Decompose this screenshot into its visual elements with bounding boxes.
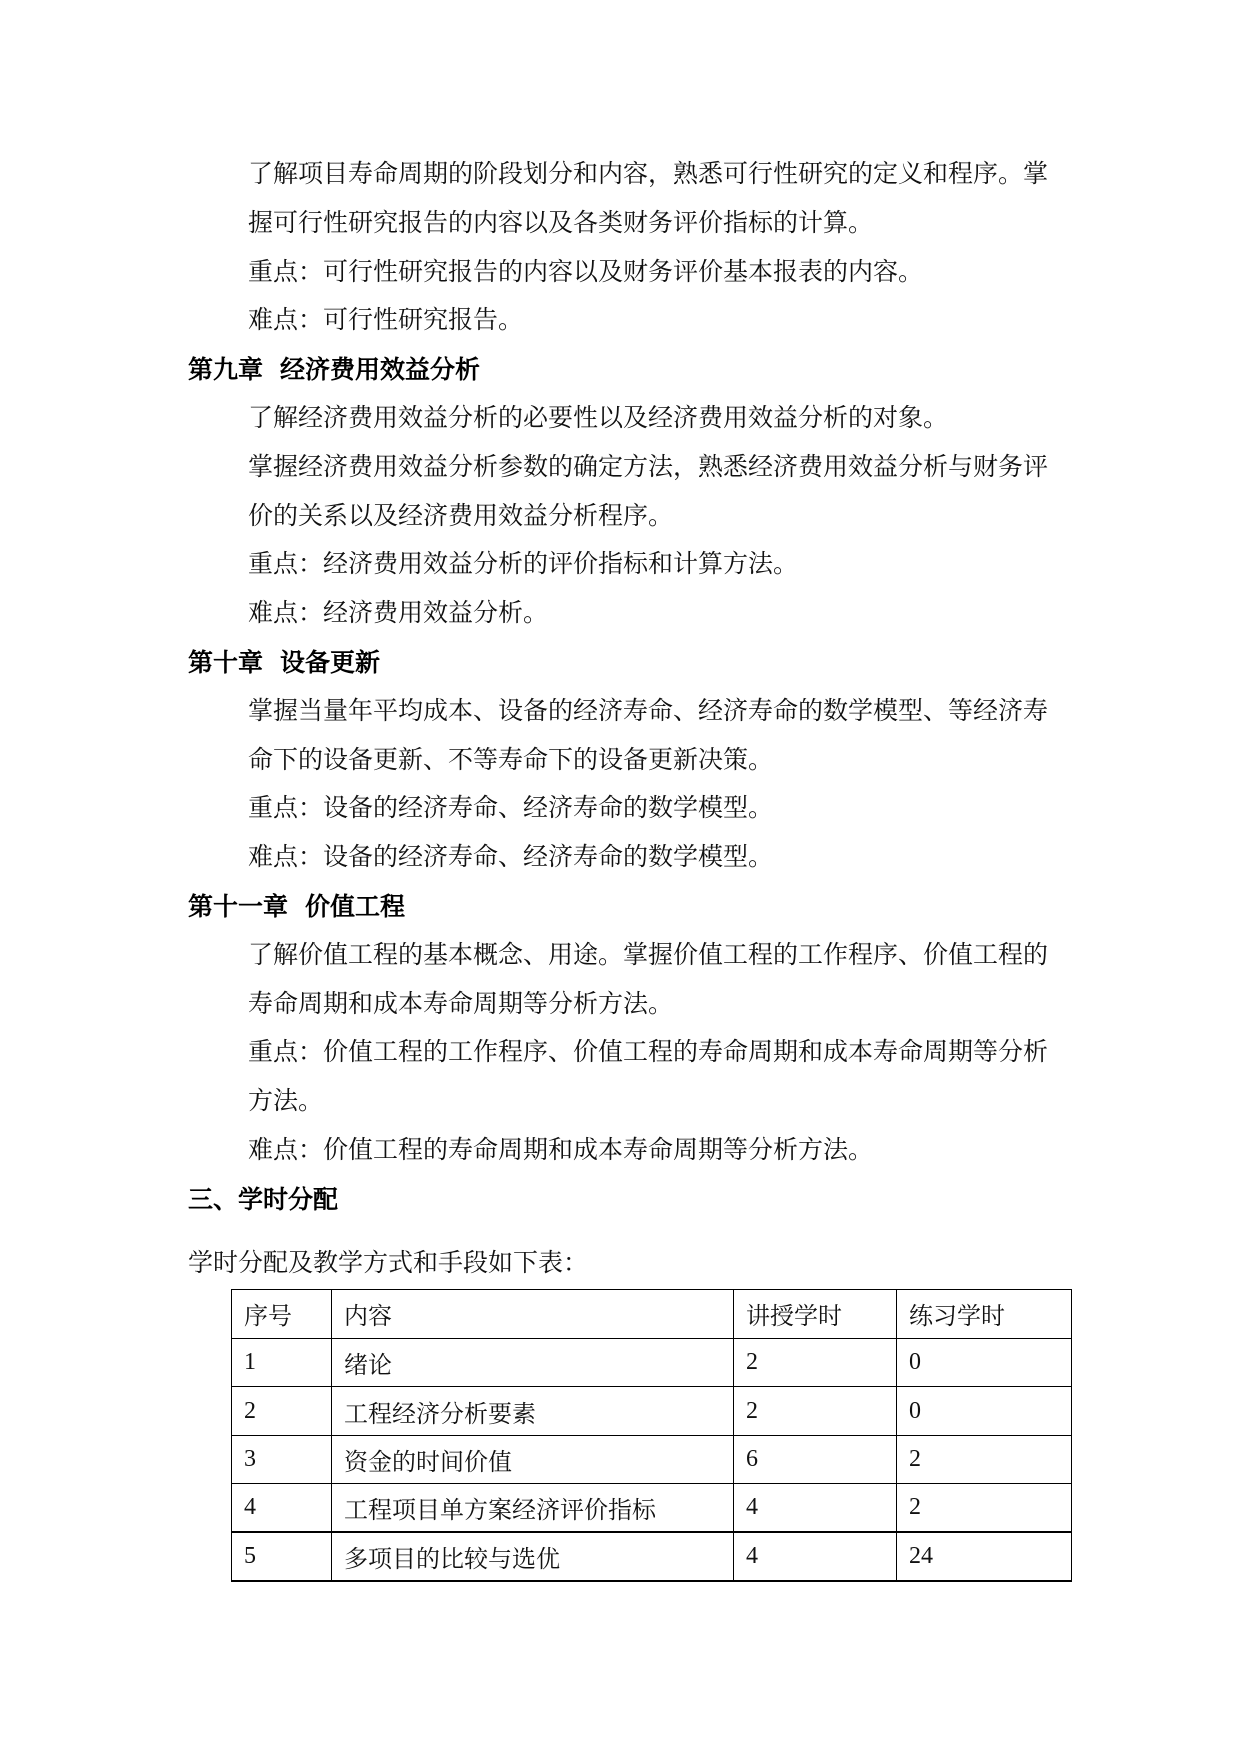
table-cell: 1	[232, 1338, 332, 1387]
text-line: 掌握当量年平均成本、设备的经济寿命、经济寿命的数学模型、等经济寿	[248, 697, 1049, 725]
header-cell-practice-hours: 练习学时	[897, 1290, 1072, 1339]
text-line: 重点：设备的经济寿命、经济寿命的数学模型。	[248, 795, 774, 823]
paragraph	[0, 151, 1241, 249]
table-row	[232, 1435, 1072, 1484]
text-line: 价的关系以及经济费用效益分析程序。	[248, 502, 674, 530]
table-cell: 3	[232, 1435, 332, 1484]
table-row	[232, 1532, 1072, 1581]
table-row	[232, 1387, 1072, 1436]
difficulty-paragraph	[0, 297, 1241, 346]
table-header-row	[232, 1290, 1072, 1339]
page-content	[0, 151, 1241, 1582]
text-line: 方法。	[248, 1088, 324, 1116]
table-cell: 4	[734, 1532, 897, 1581]
table-cell: 24	[897, 1532, 1072, 1581]
text-line: 难点：可行性研究报告。	[248, 307, 524, 335]
paragraph	[0, 444, 1241, 542]
difficulty-paragraph	[0, 590, 1241, 639]
table-cell: 0	[897, 1387, 1072, 1436]
key-point-paragraph	[0, 249, 1241, 298]
table-cell: 工程项目单方案经济评价指标	[332, 1484, 734, 1533]
table-cell: 工程经济分析要素	[332, 1387, 734, 1436]
table-intro-text: 学时分配及教学方式和手段如下表：	[188, 1250, 589, 1278]
table-cell: 2	[897, 1435, 1072, 1484]
table-cell: 2	[897, 1484, 1072, 1533]
chapter-heading: 第十一章 价值工程	[188, 892, 405, 921]
text-line: 重点：可行性研究报告的内容以及财务评价基本报表的内容。	[248, 258, 924, 286]
chapter-9	[0, 346, 1241, 639]
text-line: 了解项目寿命周期的阶段划分和内容，熟悉可行性研究的定义和程序。掌	[248, 161, 1049, 188]
paragraph	[0, 688, 1241, 786]
difficulty-paragraph	[0, 1127, 1241, 1176]
text-line: 寿命周期和成本寿命周期等分析方法。	[248, 990, 674, 1018]
table-cell: 2	[232, 1387, 332, 1436]
table-cell: 多项目的比较与选优	[332, 1532, 734, 1581]
table-cell: 6	[734, 1435, 897, 1484]
table-cell: 2	[734, 1387, 897, 1436]
text-line: 命下的设备更新、不等寿命下的设备更新决策。	[248, 746, 774, 774]
table-cell: 资金的时间价值	[332, 1435, 734, 1484]
text-line: 了解价值工程的基本概念、用途。掌握价值工程的工作程序、价值工程的	[248, 941, 1049, 969]
key-point-paragraph	[0, 541, 1241, 590]
text-line: 掌握经济费用效益分析参数的确定方法，熟悉经济费用效益分析与财务评	[248, 453, 1049, 481]
table-cell: 4	[734, 1484, 897, 1533]
header-cell-content: 内容	[332, 1290, 734, 1339]
hours-section	[0, 1176, 1241, 1582]
chapter-10	[0, 639, 1241, 883]
key-point-paragraph	[0, 1029, 1241, 1127]
chapter-heading: 第十章 设备更新	[188, 648, 380, 677]
table-row	[232, 1484, 1072, 1533]
hours-table	[231, 1289, 1072, 1582]
table-row	[232, 1338, 1072, 1387]
text-line: 握可行性研究报告的内容以及各类财务评价指标的计算。	[248, 209, 874, 237]
text-line: 重点：经济费用效益分析的评价指标和计算方法。	[248, 551, 799, 579]
table-cell: 4	[232, 1484, 332, 1533]
table-cell: 5	[232, 1532, 332, 1581]
table-cell: 2	[734, 1338, 897, 1387]
header-cell-lecture-hours: 讲授学时	[734, 1290, 897, 1339]
text-line: 重点：价值工程的工作程序、价值工程的寿命周期和成本寿命周期等分析	[248, 1039, 1049, 1067]
chapter-heading: 第九章 经济费用效益分析	[188, 356, 480, 385]
table-cell: 绪论	[332, 1338, 734, 1387]
chapter-11	[0, 883, 1241, 1176]
table-cell: 0	[897, 1338, 1072, 1387]
difficulty-paragraph	[0, 834, 1241, 883]
header-cell-index: 序号	[232, 1290, 332, 1339]
paragraph	[0, 932, 1241, 1030]
key-point-paragraph	[0, 785, 1241, 834]
text-line: 难点：价值工程的寿命周期和成本寿命周期等分析方法。	[248, 1136, 874, 1164]
section-heading: 三、学时分配	[188, 1185, 339, 1214]
text-line: 难点：经济费用效益分析。	[248, 600, 549, 628]
text-line: 难点：设备的经济寿命、经济寿命的数学模型。	[248, 844, 774, 872]
paragraph	[0, 395, 1241, 444]
text-line: 了解经济费用效益分析的必要性以及经济费用效益分析的对象。	[248, 404, 949, 432]
